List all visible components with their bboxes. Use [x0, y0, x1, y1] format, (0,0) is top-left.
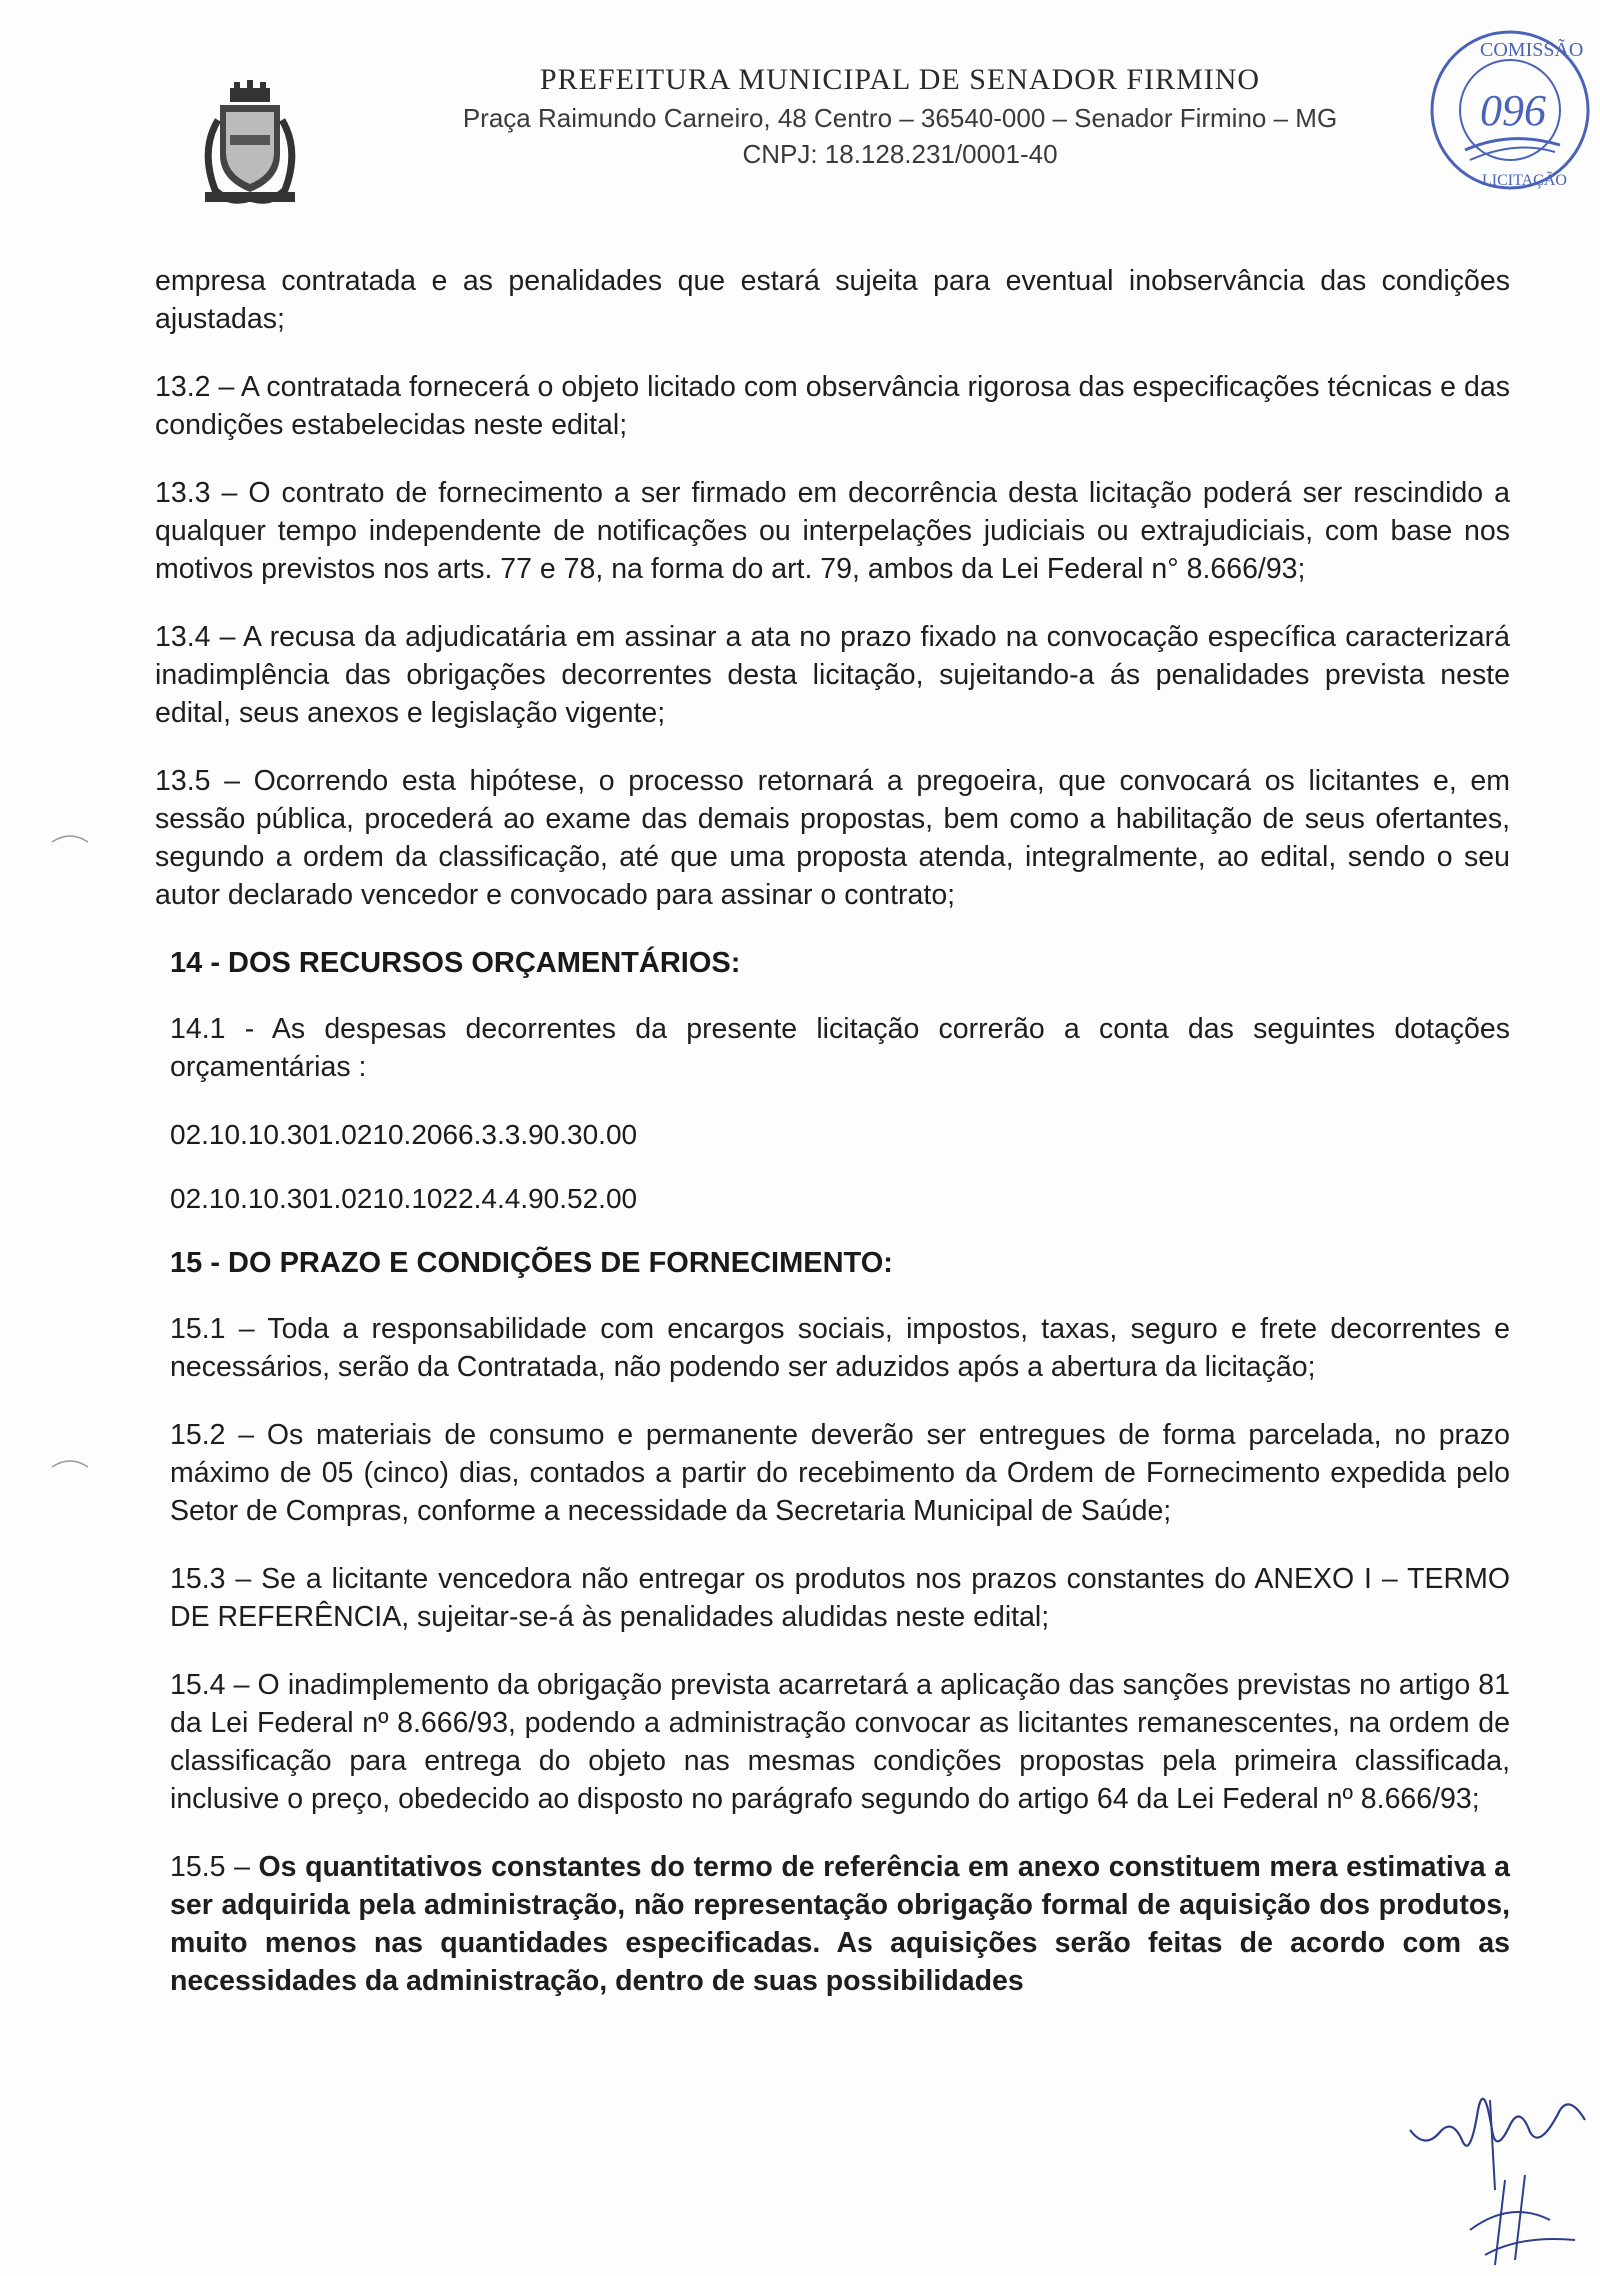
handwritten-signature-icon — [1400, 2070, 1590, 2270]
paragraph-15-5 — [155, 1848, 1510, 2000]
budget-code-2: 02.10.10.301.0210.1022.4.4.90.52.00 — [170, 1183, 638, 1214]
section-15-heading: 15 - DO PRAZO E CONDIÇÕES DE FORNECIMENTO: — [170, 1247, 893, 1279]
org-name: PREFEITURA MUNICIPAL DE SENADOR FIRMINO — [539, 63, 1261, 96]
paragraph-15-4: 15.4 – O inadimplemento da obrigação prevista acarretará a aplicação das sanções previstas no artigo 81 da Lei Federal nº 8.666/93, podendo a administração convocar as licitantes remanescentes, na ordem de classificação para entrega do objeto nas mesmas condições propostas pela primeira classificada, inclusive o preço, obedecido ao disposto no parágrafo segundo do artigo 64 da Lei Federal nº 8.666/93; — [170, 1669, 1510, 1815]
paragraph-13-5: 13.5 – Ocorrendo esta hipótese, o processo retornará a pregoeira, que convocará os licitantes e, em sessão pública, procederá ao exame das demais propostas, bem como a habilitação de seus ofertantes, segundo a ordem da classificação, até que uma proposta atenda, integralmente, ao edital, sendo o seu autor declarado vencedor e convocado para assinar o contrato; — [155, 765, 1510, 911]
org-address: Praça Raimundo Carneiro, 48 Centro – 36540-000 – Senador Firmino – MG — [462, 103, 1338, 133]
margin-mark-icon — [50, 830, 90, 846]
margin-mark-icon — [50, 1455, 90, 1471]
paragraph-15-1: 15.1 – Toda a responsabilidade com encargos sociais, impostos, taxas, seguro e frete decorrentes e necessários, serão da Contratada, não podendo ser aduzidos após a abertura da licitação; — [170, 1313, 1510, 1383]
paragraph-15-2: 15.2 – Os materiais de consumo e permanente deverão ser entregues de forma parcelada, no prazo máximo de 05 (cinco) dias, contados a partir do recebimento da Ordem de Fornecimento expedida pelo Setor de Compras, conforme a necessidade da Secretaria Municipal de Saúde; — [170, 1419, 1510, 1527]
letterhead — [190, 50, 1440, 210]
svg-text:COMISSÃO: COMISSÃO — [1480, 39, 1584, 61]
paragraph-13-1-continuation: empresa contratada e as penalidades que estará sujeita para eventual inobservância das condições ajustadas; — [155, 265, 1510, 335]
section-14-heading: 14 - DOS RECURSOS ORÇAMENTÁRIOS: — [170, 947, 741, 979]
svg-text:LICITAÇÃO: LICITAÇÃO — [1482, 172, 1567, 189]
paragraph-15-3: 15.3 – Se a licitante vencedora não entregar os produtos nos prazos constantes do ANEXO I – TERMO DE REFERÊNCIA, sujeitar-se-á às penalidades aludidas neste edital; — [170, 1563, 1510, 1633]
document-body — [155, 262, 1510, 2030]
paragraph-15-5-bold-text: Os quantitativos constantes do termo de referência em anexo constituem mera estimativa a ser adquirida pela administração, não representação obrigação formal de aquisição dos produtos, muito menos nas quantidades especificadas. As aquisições serão feitas de acordo com as necessidades da administração, dentro de suas possibilidades — [170, 1851, 1510, 1997]
paragraph-13-3: 13.3 – O contrato de fornecimento a ser firmado em decorrência desta licitação poderá ser rescindido a qualquer tempo independente de notificações ou interpelações judiciais ou extrajudiciais, com base nos motivos previstos nos arts. 77 e 78, na forma do art. 79, ambos da Lei Federal n° 8.666/93; — [155, 477, 1510, 585]
org-cnpj: CNPJ: 18.128.231/0001-40 — [742, 139, 1058, 169]
paragraph-15-5-number: 15.5 – — [170, 1851, 259, 1883]
commission-stamp-icon — [1420, 20, 1595, 200]
municipal-crest-icon — [190, 80, 310, 210]
budget-code-1: 02.10.10.301.0210.2066.3.3.90.30.00 — [170, 1119, 638, 1150]
paragraph-13-4: 13.4 – A recusa da adjudicatária em assinar a ata no prazo fixado na convocação específica caracterizará inadimplência das obrigações decorrentes desta licitação, sujeitando-a ás penalidades prevista neste edital, seus anexos e legislação vigente; — [155, 621, 1510, 729]
paragraph-14-1: 14.1 - As despesas decorrentes da presente licitação correrão a conta das seguintes dotações orçamentárias : — [170, 1013, 1510, 1083]
paragraph-13-2: 13.2 – A contratada fornecerá o objeto licitado com observância rigorosa das especificações técnicas e das condições estabelecidas neste edital; — [155, 371, 1510, 441]
svg-text:096: 096 — [1480, 86, 1546, 135]
